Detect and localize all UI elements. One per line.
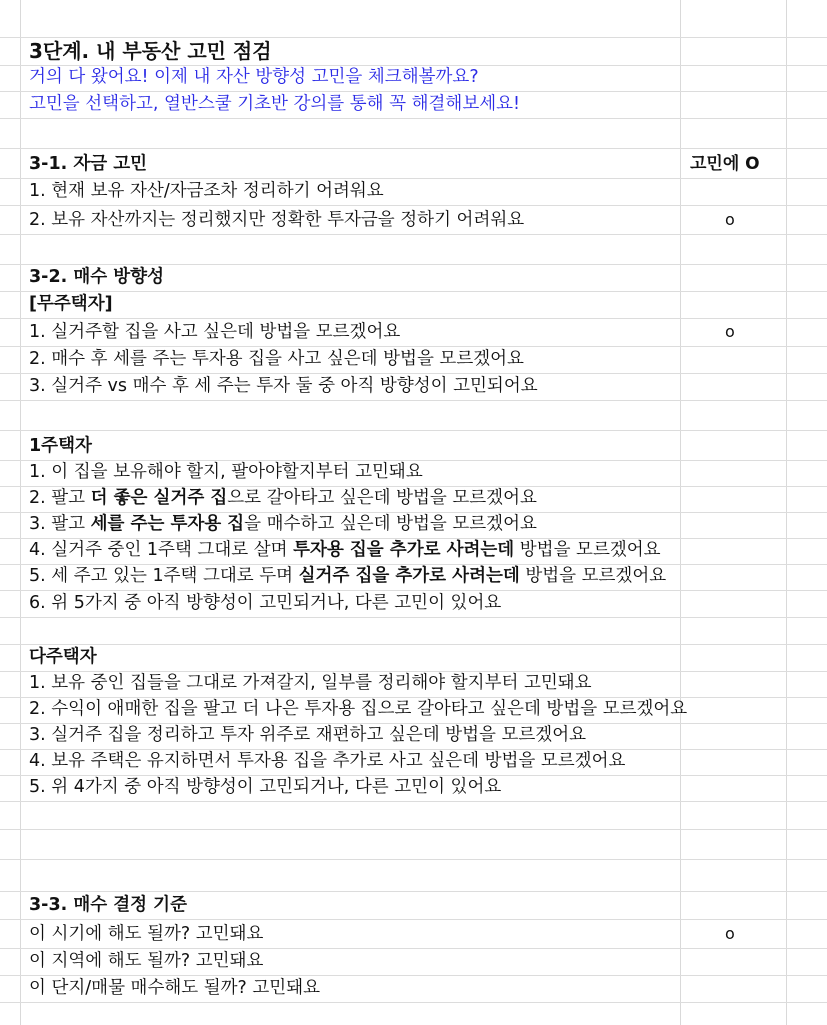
question-text: 3. 실거주 집을 정리하고 투자 위주로 재편하고 싶은데 방법을 모르겠어요 — [29, 725, 587, 745]
question-text: 6. 위 5가지 중 아직 방향성이 고민되거나, 다른 고민이 있어요 — [29, 593, 502, 613]
question-row[interactable] — [0, 698, 827, 724]
intro-text: 거의 다 왔어요! 이제 내 자산 방향성 고민을 체크해볼까요? — [29, 67, 479, 87]
question-row[interactable] — [0, 347, 827, 374]
check-mark: o — [725, 210, 735, 229]
question-text: 4. 실거주 중인 1주택 그대로 살며 투자용 집을 추가로 사려는데 방법을 모르겠어요 — [29, 540, 661, 560]
question-row[interactable] — [0, 513, 827, 539]
group-label: 다주택자 — [29, 647, 97, 667]
question-text: 1. 이 집을 보유해야 할지, 팔아야할지부터 고민돼요 — [29, 462, 423, 482]
section-heading-row[interactable] — [0, 892, 827, 920]
empty-row[interactable] — [0, 0, 827, 38]
question-row[interactable] — [0, 179, 827, 206]
question-text: 5. 세 주고 있는 1주택 그대로 두며 실거주 집을 추가로 사려는데 방법을 모르겠어요 — [29, 566, 667, 586]
question-text: 2. 팔고 더 좋은 실거주 집으로 갈아타고 싶은데 방법을 모르겠어요 — [29, 488, 537, 508]
question-row[interactable] — [0, 374, 827, 401]
question-text: 이 지역에 해도 될까? 고민돼요 — [29, 951, 264, 971]
question-text: 4. 보유 주택은 유지하면서 투자용 집을 추가로 사고 싶은데 방법을 모르겠어요 — [29, 751, 626, 771]
group-label-row[interactable] — [0, 431, 827, 461]
question-text: 2. 수익이 애매한 집을 팔고 더 나은 투자용 집으로 갈아타고 싶은데 방법을 모르겠어요 — [29, 699, 688, 719]
question-text: 3. 실거주 vs 매수 후 세 주는 투자 둘 중 아직 방향성이 고민되어요 — [29, 376, 538, 396]
section-heading-row[interactable] — [0, 265, 827, 292]
empty-row[interactable] — [0, 802, 827, 830]
question-row[interactable] — [0, 976, 827, 1003]
section-heading-row[interactable] — [0, 149, 827, 179]
check-mark: o — [725, 322, 735, 341]
check-mark: o — [725, 924, 735, 943]
question-row[interactable] — [0, 539, 827, 565]
question-row[interactable] — [0, 949, 827, 976]
question-row[interactable] — [0, 724, 827, 750]
empty-row[interactable] — [0, 618, 827, 645]
group-label: [무주택자] — [29, 294, 113, 314]
question-text: 3. 팔고 세를 주는 투자용 집을 매수하고 싶은데 방법을 모르겠어요 — [29, 514, 537, 534]
intro-text: 고민을 선택하고, 열반스쿨 기초반 강의를 통해 꼭 해결해보세요! — [29, 94, 521, 114]
question-row[interactable] — [0, 591, 827, 618]
intro-row[interactable] — [0, 66, 827, 92]
group-label-row[interactable] — [0, 645, 827, 672]
empty-row[interactable] — [0, 235, 827, 265]
empty-row[interactable] — [0, 119, 827, 149]
question-text: 5. 위 4가지 중 아직 방향성이 고민되거나, 다른 고민이 있어요 — [29, 777, 502, 797]
section-heading: 3-1. 자금 고민 — [29, 154, 148, 174]
question-text: 2. 보유 자산까지는 정리했지만 정확한 투자금을 정하기 어려워요 — [29, 210, 525, 230]
question-row[interactable] — [0, 920, 827, 949]
question-text: 1. 실거주할 집을 사고 싶은데 방법을 모르겠어요 — [29, 322, 401, 342]
empty-row[interactable] — [0, 830, 827, 860]
question-row[interactable] — [0, 461, 827, 487]
empty-row[interactable] — [0, 1003, 827, 1025]
section-title: 3단계. 내 부동산 고민 점검 — [29, 39, 272, 63]
empty-row[interactable] — [0, 860, 827, 892]
section-heading: 3-2. 매수 방향성 — [29, 267, 164, 287]
question-text: 2. 매수 후 세를 주는 투자용 집을 사고 싶은데 방법을 모르겠어요 — [29, 349, 524, 369]
question-row[interactable] — [0, 206, 827, 235]
question-row[interactable] — [0, 319, 827, 347]
question-text: 이 단지/매물 매수해도 될까? 고민돼요 — [29, 978, 321, 998]
question-text: 1. 현재 보유 자산/자금조차 정리하기 어려워요 — [29, 181, 384, 201]
group-label: 1주택자 — [29, 436, 92, 456]
empty-row[interactable] — [0, 401, 827, 431]
question-row[interactable] — [0, 672, 827, 698]
question-text: 1. 보유 중인 집들을 그대로 가져갈지, 일부를 정리해야 할지부터 고민돼요 — [29, 673, 592, 693]
check-column-header: 고민에 O — [690, 154, 760, 174]
question-row[interactable] — [0, 776, 827, 802]
section-heading: 3-3. 매수 결정 기준 — [29, 895, 187, 915]
intro-row[interactable] — [0, 92, 827, 119]
question-text: 이 시기에 해도 될까? 고민돼요 — [29, 924, 264, 944]
group-label-row[interactable] — [0, 292, 827, 319]
question-row[interactable] — [0, 487, 827, 513]
question-row[interactable] — [0, 565, 827, 591]
question-row[interactable] — [0, 750, 827, 776]
title-row[interactable] — [0, 38, 827, 66]
